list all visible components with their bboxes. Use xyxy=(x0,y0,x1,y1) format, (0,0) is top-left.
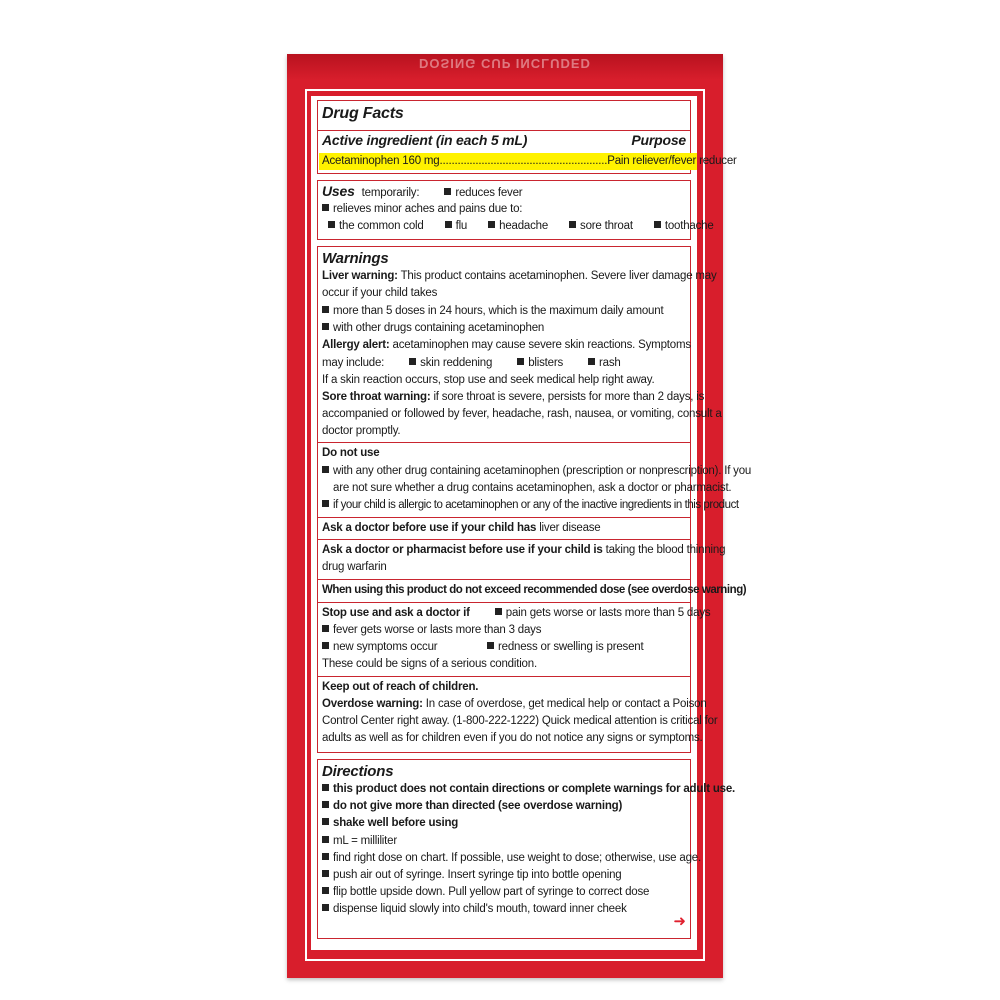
uses-relieves: relieves minor aches and pains due to: xyxy=(333,203,523,215)
directions-bold-text: this product does not contain directions or complete warnings for adult use. xyxy=(333,783,736,795)
bullet-square xyxy=(322,801,329,808)
active-ingredient-label: Active ingredient (in each 5 mL) xyxy=(322,132,528,148)
stop-use-text: pain gets worse or lasts more than 5 days xyxy=(505,607,711,619)
directions-section xyxy=(317,759,736,939)
liver-bullet-text: more than 5 doses in 24 hours, which is the maximum daily amount xyxy=(333,305,664,317)
uses-item xyxy=(654,220,714,232)
ask-doctor xyxy=(322,520,601,537)
bullet-square xyxy=(322,466,329,473)
ask-doctor-text: liver disease xyxy=(539,522,601,534)
directions-bold-text: do not give more than directed (see overdose warning) xyxy=(333,800,623,812)
bullet-square xyxy=(488,221,495,228)
allergy-item xyxy=(517,357,563,369)
directions-item-text: find right dose on chart. If possible, use weight to dose; otherwise, use age. xyxy=(333,852,701,864)
sore-throat-cont: accompanied or followed by fever, headache, rash, nausea, or vomiting, consult a xyxy=(322,408,722,420)
allergy-symptoms xyxy=(322,355,621,372)
stop-use-item xyxy=(495,607,711,619)
uses-item xyxy=(488,220,548,232)
bullet-square xyxy=(445,221,452,228)
divider xyxy=(318,517,690,518)
directions-item xyxy=(322,901,627,918)
stop-use-item xyxy=(487,641,644,653)
ask-pharmacist-label: Ask a doctor or pharmacist before use if your child is xyxy=(322,544,603,556)
product-box xyxy=(287,54,752,978)
uses-item-text: the common cold xyxy=(339,220,424,232)
uses-item-text: flu xyxy=(455,220,468,232)
bullet-square xyxy=(322,306,329,313)
bullet-square xyxy=(322,904,329,911)
bullet-square xyxy=(487,642,494,649)
stop-use-text: new symptoms occur xyxy=(333,641,438,653)
allergy-item-text: rash xyxy=(599,357,621,369)
allergy-alert xyxy=(322,337,691,354)
stop-use-text: fever gets worse or lasts more than 3 days xyxy=(333,624,542,636)
allergy-item xyxy=(409,357,492,369)
ask-doctor-label: Ask a doctor before use if your child has xyxy=(322,522,537,534)
bullet-square xyxy=(322,642,329,649)
directions-bold-text: shake well before using xyxy=(333,817,459,829)
divider xyxy=(318,539,690,540)
directions-bold-item xyxy=(322,781,735,798)
divider xyxy=(318,602,690,603)
allergy-alert-label: Allergy alert: xyxy=(322,339,390,351)
ask-pharmacist-text: taking the blood thinning xyxy=(605,544,726,556)
bullet-square xyxy=(588,358,595,365)
overdose-text: In case of overdose, get medical help or contact a Poison xyxy=(425,698,707,710)
uses-line-1 xyxy=(322,183,522,202)
uses-item-text: headache xyxy=(499,220,549,232)
uses-item xyxy=(445,220,468,232)
uses-item-text: sore throat xyxy=(580,220,633,232)
allergy-item-text: skin reddening xyxy=(420,357,493,369)
uses-reduces-fever-text: reduces fever xyxy=(455,187,523,199)
ingredient-name: Acetaminophen 160 mg xyxy=(322,155,440,167)
do-not-use-text: if your child is allergic to acetaminophen or any of the inactive ingredients in this product xyxy=(333,499,739,511)
uses-title: Uses xyxy=(322,183,355,199)
overdose-cont: adults as well as for children even if you do not notice any signs or symptoms. xyxy=(322,732,703,744)
may-include: may include: xyxy=(322,357,385,369)
allergy-item-text: blisters xyxy=(528,357,564,369)
uses-item-text: toothache xyxy=(664,220,714,232)
overdose-label: Overdose warning: xyxy=(322,698,423,710)
uses-temporarily: temporarily: xyxy=(361,187,420,199)
bullet-square xyxy=(328,221,335,228)
uses-items xyxy=(328,218,714,235)
keep-out-of-reach: Keep out of reach of children. xyxy=(322,681,479,693)
bullet-square xyxy=(654,221,661,228)
bullet-square xyxy=(322,204,329,211)
directions-bold-item xyxy=(322,815,458,832)
stop-use-line-2 xyxy=(322,622,541,639)
purpose-label: Purpose xyxy=(631,132,686,148)
liver-warning xyxy=(322,268,717,285)
box-top-flap xyxy=(287,54,723,80)
uses-line-2 xyxy=(322,201,522,218)
overdose-cont: Control Center right away. (1-800-222-1222) Quick medical attention is critical for xyxy=(322,715,718,727)
drug-facts-title: Drug Facts xyxy=(322,105,404,122)
directions-item xyxy=(322,850,701,867)
ingredient-dots: ........................................................ xyxy=(439,155,608,167)
drug-facts-header-section xyxy=(317,100,737,174)
directions-item-text: flip bottle upside down. Pull yellow part of syringe to correct dose xyxy=(333,886,650,898)
liver-bullet-2 xyxy=(322,320,544,337)
continue-arrow-icon: ➜ xyxy=(673,913,686,930)
warnings-section xyxy=(317,246,752,753)
directions-item xyxy=(322,867,622,884)
directions-item-text: dispense liquid slowly into child's mouth, toward inner cheek xyxy=(333,903,627,915)
ask-pharmacist-cont: drug warfarin xyxy=(322,561,387,573)
ask-pharmacist xyxy=(322,542,725,559)
uses-section xyxy=(317,180,714,240)
uses-item xyxy=(328,220,424,232)
stop-use-note: These could be signs of a serious condition. xyxy=(322,658,537,670)
drug-facts-panel xyxy=(311,96,752,950)
ingredient-row xyxy=(322,153,737,170)
when-using: When using this product do not exceed recommended dose (see overdose warning) xyxy=(322,584,747,596)
bullet-square xyxy=(322,500,329,507)
directions-bold-item xyxy=(322,798,622,815)
divider xyxy=(318,130,690,131)
directions-item xyxy=(322,833,397,850)
do-not-use-title: Do not use xyxy=(322,447,380,459)
skin-reaction: If a skin reaction occurs, stop use and seek medical help right away. xyxy=(322,374,655,386)
sore-throat-text: if sore throat is severe, persists for more than 2 days, is xyxy=(433,391,705,403)
bullet-square xyxy=(322,818,329,825)
stop-use-label: Stop use and ask a doctor if xyxy=(322,607,470,619)
overdose-warning xyxy=(322,696,707,713)
ingredient-purpose: Pain reliever/fever reducer xyxy=(607,155,737,167)
bullet-square xyxy=(322,784,329,791)
stop-use-line-3 xyxy=(322,639,644,656)
divider xyxy=(318,676,690,677)
bullet-square xyxy=(517,358,524,365)
warnings-title: Warnings xyxy=(322,250,389,267)
bullet-square xyxy=(322,836,329,843)
do-not-use-cont: are not sure whether a drug contains acetaminophen, ask a doctor or pharmacist. xyxy=(333,482,732,494)
allergy-item xyxy=(588,357,621,369)
bullet-square xyxy=(444,188,451,195)
divider xyxy=(318,442,690,443)
divider xyxy=(318,579,690,580)
directions-item-text: push air out of syringe. Insert syringe tip into bottle opening xyxy=(333,869,622,881)
bullet-square xyxy=(322,853,329,860)
liver-warning-text: This product contains acetaminophen. Severe liver damage may xyxy=(400,270,717,282)
directions-title: Directions xyxy=(322,763,394,780)
bullet-square xyxy=(409,358,416,365)
liver-warning-label: Liver warning: xyxy=(322,270,398,282)
stop-use-item xyxy=(322,639,487,656)
liver-bullet-text: with other drugs containing acetaminophen xyxy=(333,322,545,334)
stop-use-text: redness or swelling is present xyxy=(498,641,644,653)
bullet-square xyxy=(322,323,329,330)
uses-reduces-fever xyxy=(444,187,522,199)
bullet-square xyxy=(322,870,329,877)
bullet-square xyxy=(569,221,576,228)
bullet-square xyxy=(495,608,502,615)
liver-warning-cont: occur if your child takes xyxy=(322,287,438,299)
do-not-use-bullet-1 xyxy=(322,463,751,480)
liver-bullet-1 xyxy=(322,303,663,320)
sore-throat-label: Sore throat warning: xyxy=(322,391,431,403)
box-top-text: DOSING CUP INCLUDED xyxy=(419,56,591,71)
sore-throat-cont: doctor promptly. xyxy=(322,425,401,437)
do-not-use-bullet-2 xyxy=(322,497,739,514)
directions-item-text: mL = milliliter xyxy=(333,835,397,847)
uses-item xyxy=(569,220,633,232)
allergy-alert-text: acetaminophen may cause severe skin reactions. Symptoms xyxy=(392,339,691,351)
bullet-square xyxy=(322,887,329,894)
stop-use-line-1 xyxy=(322,605,710,622)
do-not-use-text: with any other drug containing acetaminophen (prescription or nonprescription). If you xyxy=(333,465,752,477)
bullet-square xyxy=(322,625,329,632)
sore-throat-warning xyxy=(322,389,704,406)
directions-item xyxy=(322,884,649,901)
